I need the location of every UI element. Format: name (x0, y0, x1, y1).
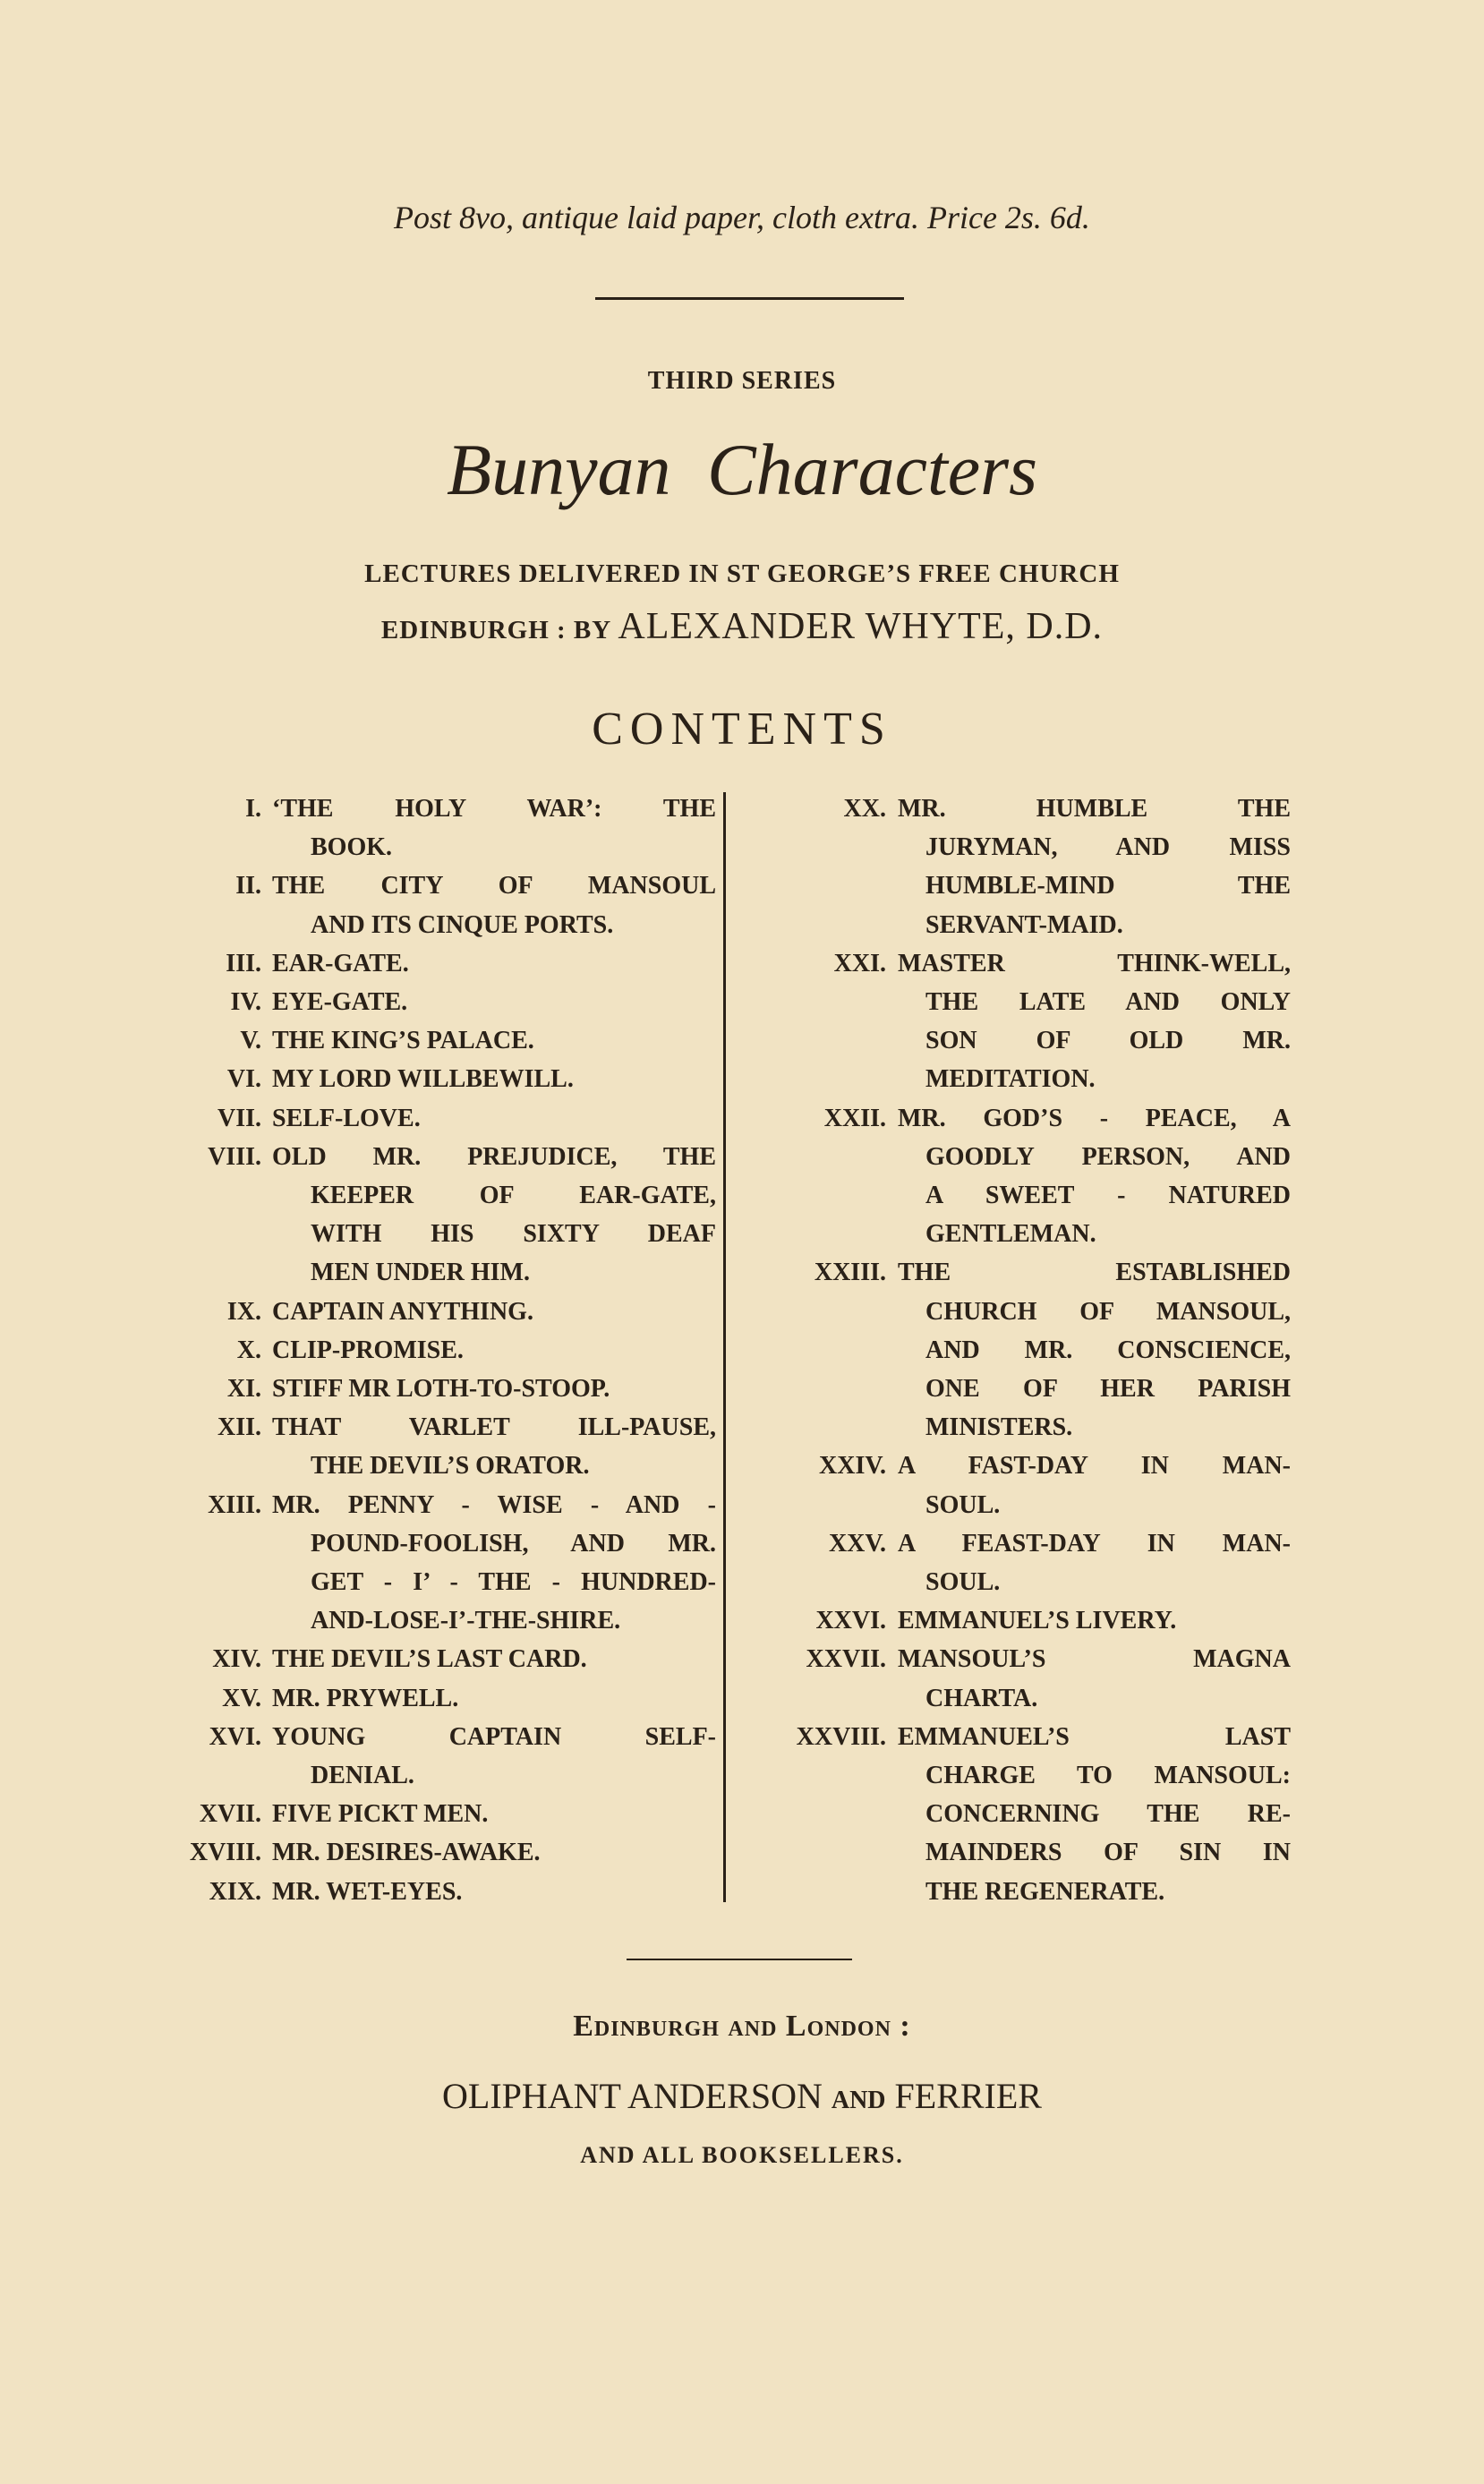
chapter-title-text: THE ESTABLISHED (898, 1259, 1291, 1287)
chapter-title-text: MR. WET-EYES. (272, 1877, 463, 1906)
publisher-place: Edinburgh and London : (573, 2010, 911, 2043)
chapter-numeral: II. (235, 872, 261, 901)
chapter-title-text: CAPTAIN ANYTHING. (272, 1297, 533, 1326)
chapter-numeral: IX. (226, 1297, 261, 1326)
chapter-numeral: XXVIII. (796, 1722, 886, 1751)
chapter-numeral: I. (245, 795, 261, 823)
column-divider (723, 792, 726, 1902)
chapter-numeral: VI. (226, 1065, 261, 1094)
chapter-title-text: GENTLEMAN. (925, 1220, 1096, 1249)
advert-line: Post 8vo, antique laid paper, cloth extra. Price 2s. 6d. (394, 200, 1090, 235)
chapter-title-text: MR. GOD’S - PEACE, A (898, 1104, 1291, 1132)
chapter-title-text: EAR-GATE. (272, 949, 409, 977)
chapter-title-text: SERVANT-MAID. (925, 910, 1123, 939)
chapter-title-text: CLIP-PROMISE. (272, 1336, 464, 1364)
chapter-title-text: SELF-LOVE. (272, 1104, 421, 1132)
chapter-numeral: XIV. (212, 1645, 261, 1674)
chapter-title-text: CHARTA. (925, 1684, 1038, 1712)
chapter-title-text: A SWEET - NATURED (925, 1182, 1291, 1209)
contents-heading: CONTENTS (592, 704, 892, 755)
chapter-title-text: AND-LOSE-I’-THE-SHIRE. (311, 1607, 621, 1635)
chapter-title-text: CHARGE TO MANSOUL: (925, 1762, 1291, 1789)
chapter-title-text: CHURCH OF MANSOUL, (925, 1297, 1291, 1326)
byline-prefix: EDINBURGH : BY (380, 616, 618, 644)
chapter-numeral: XII. (217, 1413, 261, 1442)
chapter-title-text: FIVE PICKT MEN. (272, 1800, 489, 1829)
chapter-numeral: XX. (843, 795, 886, 823)
chapter-title-text: WITH HIS SIXTY DEAF (311, 1220, 716, 1249)
chapter-title-text: GOODLY PERSON, AND (925, 1142, 1291, 1171)
chapter-title-text: EMMANUEL’S LAST (898, 1722, 1291, 1751)
top-rule (595, 297, 904, 300)
chapter-title-text: MEN UNDER HIM. (311, 1259, 530, 1287)
chapter-title-text: YOUNG CAPTAIN SELF- (272, 1722, 716, 1751)
chapter-title-text: MINISTERS. (925, 1413, 1073, 1442)
chapter-title-text: MAINDERS OF SIN IN (925, 1839, 1291, 1867)
publisher-name-2: FERRIER (885, 2076, 1042, 2116)
chapter-numeral: XXVII. (806, 1645, 886, 1674)
chapter-numeral: V. (240, 1027, 261, 1055)
chapter-title-text: MR. PENNY - WISE - AND - (272, 1490, 716, 1519)
chapter-title-text: OLD MR. PREJUDICE, THE (272, 1142, 716, 1171)
chapter-title-text: KEEPER OF EAR-GATE, (311, 1182, 716, 1209)
chapter-numeral: VII. (217, 1104, 261, 1132)
chapter-title-text: ONE OF HER PARISH (925, 1375, 1291, 1403)
chapter-numeral: XVIII. (189, 1839, 261, 1867)
chapter-numeral: VIII. (208, 1142, 261, 1171)
chapter-numeral: XIII. (208, 1490, 261, 1519)
chapter-title-text: THE DEVIL’S ORATOR. (311, 1452, 590, 1481)
chapter-title-text: BOOK. (311, 833, 393, 862)
subtitle-line: LECTURES DELIVERED IN ST GEORGE’S FREE CHURCH (364, 559, 1120, 588)
chapter-numeral: XXI. (833, 949, 886, 977)
chapter-title-text: THE REGENERATE. (925, 1877, 1165, 1906)
chapter-numeral: X. (236, 1336, 261, 1364)
chapter-title-text: SOUL. (925, 1490, 1001, 1519)
publisher-and: AND (831, 2087, 886, 2114)
chapter-title-text: HUMBLE-MIND THE (925, 872, 1291, 901)
bottom-rule (627, 1959, 852, 1960)
chapter-title-text: GET - I’ - THE - HUNDRED- (311, 1568, 716, 1596)
series-label: THIRD SERIES (647, 367, 837, 395)
chapter-numeral: III. (226, 949, 261, 977)
chapter-numeral: XXVI. (815, 1607, 886, 1635)
chapter-title-text: DENIAL. (311, 1762, 414, 1789)
chapter-title-text: EMMANUEL’S LIVERY. (898, 1607, 1177, 1635)
booksellers-line: AND ALL BOOKSELLERS. (580, 2142, 904, 2168)
chapter-title-text: MR. DESIRES-AWAKE. (272, 1839, 541, 1867)
chapter-title-text: MEDITATION. (925, 1065, 1096, 1094)
chapter-numeral: IV. (230, 988, 261, 1016)
chapter-numeral: XXII. (823, 1104, 886, 1132)
chapter-title-text: MY LORD WILLBEWILL. (272, 1065, 574, 1094)
chapter-title-text: AND ITS CINQUE PORTS. (311, 910, 614, 939)
chapter-title-text: THE LATE AND ONLY (925, 988, 1291, 1016)
chapter-title-text: EYE-GATE. (272, 988, 408, 1016)
chapter-title-text: THAT VARLET ILL-PAUSE, (272, 1413, 716, 1442)
chapter-title-text: SOUL. (925, 1568, 1001, 1596)
chapter-title-text: MANSOUL’S MAGNA (898, 1645, 1291, 1674)
byline (0, 605, 1484, 648)
author-name: ALEXANDER WHYTE, D.D. (618, 606, 1104, 647)
chapter-numeral: XIX. (209, 1877, 261, 1906)
chapter-numeral: XVII. (199, 1800, 261, 1829)
chapter-title-text: STIFF MR LOTH-TO-STOOP. (272, 1375, 610, 1403)
chapter-title-text: SON OF OLD MR. (925, 1027, 1291, 1055)
chapter-title-text: A FAST-DAY IN MAN- (898, 1452, 1291, 1481)
chapter-title-text: THE DEVIL’S LAST CARD. (272, 1645, 587, 1674)
chapter-numeral: XI. (226, 1375, 261, 1403)
chapter-title-text: MR. HUMBLE THE (898, 795, 1291, 823)
chapter-title-text: CONCERNING THE RE- (925, 1800, 1291, 1829)
publisher-name-1: OLIPHANT ANDERSON (442, 2076, 832, 2116)
chapter-title-text: ‘THE HOLY WAR’: THE (272, 795, 716, 823)
chapter-title-text: MR. PRYWELL. (272, 1684, 459, 1712)
publisher-name (0, 2075, 1484, 2117)
chapter-numeral: XXIV. (819, 1452, 886, 1481)
chapter-numeral: XV. (222, 1684, 261, 1712)
chapter-title-text: THE CITY OF MANSOUL (272, 872, 716, 901)
chapter-numeral: XVI. (209, 1722, 261, 1751)
book-title: Bunyan Characters (447, 429, 1037, 510)
chapter-title-text: POUND-FOOLISH, AND MR. (311, 1529, 716, 1558)
chapter-title-text: THE KING’S PALACE. (272, 1027, 534, 1055)
chapter-title-text: A FEAST-DAY IN MAN- (898, 1529, 1291, 1558)
chapter-numeral: XXV. (828, 1529, 886, 1558)
chapter-title-text: JURYMAN, AND MISS (925, 833, 1291, 862)
chapter-title-text: AND MR. CONSCIENCE, (925, 1336, 1291, 1364)
chapter-numeral: XXIII. (814, 1259, 886, 1287)
chapter-title-text: MASTER THINK-WELL, (898, 949, 1291, 977)
